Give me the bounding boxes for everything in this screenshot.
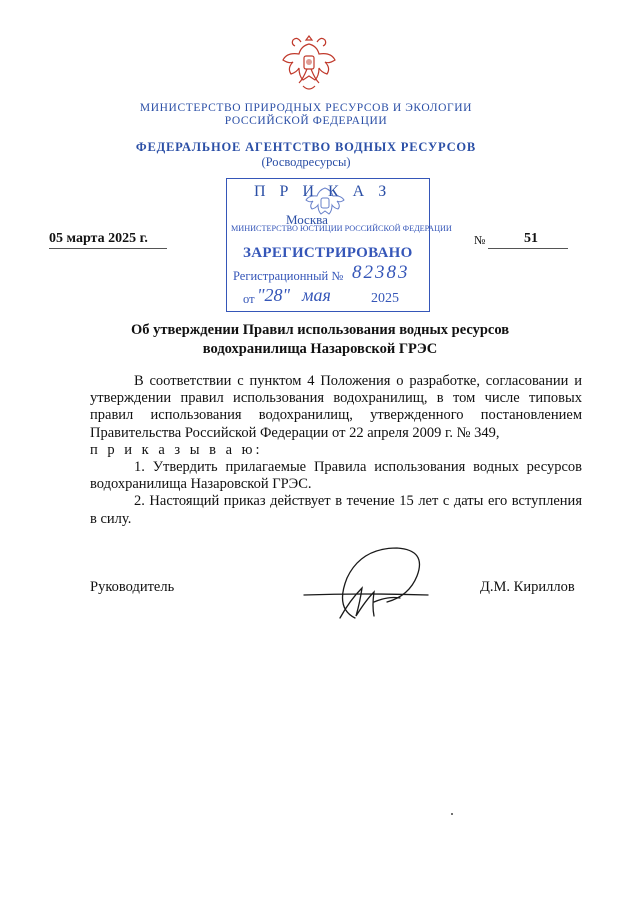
agency-short-name: (Росводресурсы) — [261, 155, 351, 169]
signatory-position: Руководитель — [90, 579, 175, 595]
order-number: 51 — [488, 231, 568, 249]
ministry-line-1: МИНИСТЕРСТВО ПРИРОДНЫХ РЕСУРСОВ И ЭКОЛОГИИ — [139, 102, 473, 114]
document-body — [90, 373, 582, 528]
stamp-day: "28" — [257, 285, 291, 305]
stamp-year: 2025 — [371, 291, 399, 306]
stamp-month: мая — [302, 285, 331, 305]
signatory-name: Д.М. Кириллов — [480, 579, 575, 595]
handwritten-signature — [300, 540, 430, 630]
command-word: п р и к а з ы в а ю: — [90, 441, 263, 458]
document-type: П Р И К А З — [254, 183, 392, 200]
stamp-date-prefix: от — [243, 292, 255, 306]
document-title — [0, 321, 640, 359]
preamble: В соответствии с пунктом 4 Положения о разработке, согласовании и утверждении правил использования водохранилищ, в том числе типовых правил использования водохранилищ, утвержденного постановлением Правительства Российской Федерации от 22 апреля 2009 г. № 349, — [90, 373, 582, 441]
ministry-header — [0, 102, 612, 128]
agency-name: ФЕДЕРАЛЬНОЕ АГЕНТСТВО ВОДНЫХ РЕСУРСОВ — [135, 140, 477, 154]
order-item-1: 1. Утвердить прилагаемые Правила использования водных ресурсов водохранилища Назаровской ГРЭС. — [90, 459, 582, 493]
order-number-label: № — [474, 233, 486, 247]
title-line-1: Об утверждении Правил использования водных ресурсов — [130, 322, 510, 338]
stamp-number-label: Регистрационный № — [233, 269, 344, 283]
ministry-line-2: РОССИЙСКОЙ ФЕДЕРАЦИИ — [224, 115, 388, 127]
stamp-ministry: МИНИСТЕРСТВО ЮСТИЦИИ РОССИЙСКОЙ ФЕДЕРАЦИИ — [231, 224, 452, 233]
stamp-status: ЗАРЕГИСТРИРОВАНО — [243, 245, 413, 261]
order-date: 05 марта 2025 г. — [49, 231, 167, 249]
coat-of-arms-icon — [279, 30, 339, 96]
city: Москва — [286, 212, 328, 227]
stamp-registration-number: 82383 — [352, 262, 410, 283]
order-item-2: 2. Настоящий приказ действует в течение 15 лет с даты его вступления в силу. — [90, 493, 582, 527]
title-line-2: водохранилища Назаровской ГРЭС — [202, 341, 438, 357]
scan-speck — [451, 813, 453, 815]
